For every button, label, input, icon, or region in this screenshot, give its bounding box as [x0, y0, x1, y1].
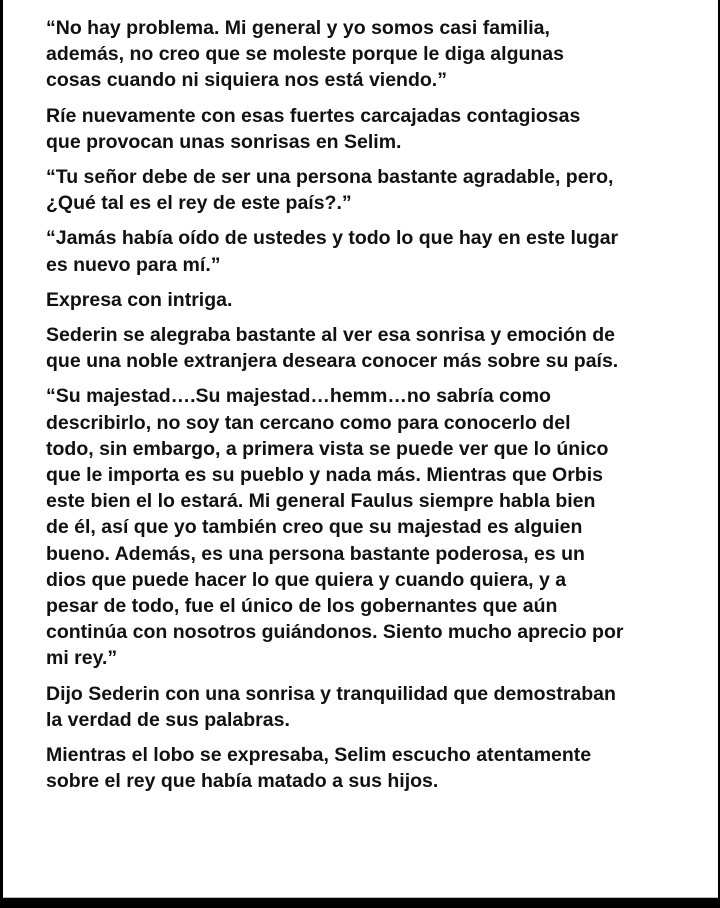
paragraph [46, 742, 706, 794]
paragraph [46, 225, 706, 277]
text-line: sobre el rey que había matado a sus hijos. [46, 770, 439, 793]
text-line: “Su majestad….Su majestad…hemm…no sabría como [46, 385, 551, 408]
paragraph [46, 15, 706, 94]
text-line: de él, así que yo también creo que su majestad es alguien [46, 516, 583, 539]
text-line: todo, sin embargo, a primera vista se puede ver que lo único [46, 437, 609, 460]
text-line: Ríe nuevamente con esas fuertes carcajadas contagiosas [46, 104, 581, 127]
text-line: “No hay problema. Mi general y yo somos casi familia, [46, 17, 550, 39]
text-line: que le importa es su pueblo y nada más. Mientras que Orbis [46, 464, 603, 487]
text-line: dios que puede hacer lo que quiera y cuando quiera, y a [46, 568, 567, 591]
text-line: Mientras el lobo se expresaba, Selim escucho atentamente [46, 744, 592, 767]
document-text [46, 15, 706, 803]
text-line: “Jamás había oído de ustedes y todo lo que hay en este lugar [46, 227, 619, 250]
paragraph [46, 681, 706, 733]
paragraph [46, 287, 706, 313]
text-line: este bien el lo estará. Mi general Faulus siempre habla bien [46, 490, 596, 513]
text-line: que provocan unas sonrisas en Selim. [46, 130, 402, 153]
text-line: “Tu señor debe de ser una persona bastante agradable, pero, [46, 166, 614, 189]
text-line: mi rey.” [46, 647, 118, 670]
document-page [3, 0, 718, 898]
text-line: Sederin se alegraba bastante al ver esa sonrisa y emoción de [46, 324, 616, 347]
text-line: cosas cuando ni siquiera nos está viendo.” [46, 69, 447, 92]
text-line: Dijo Sederin con una sonrisa y tranquilidad que demostraban [46, 682, 616, 705]
text-line: ¿Qué tal es el rey de este país?.” [46, 192, 352, 215]
text-line: Expresa con intriga. [46, 288, 233, 311]
text-line: bueno. Además, es una persona bastante poderosa, es un [46, 542, 585, 565]
text-line: continúa con nosotros guiándonos. Siento mucho aprecio por [46, 621, 624, 644]
paragraph [46, 103, 706, 155]
text-line: es nuevo para mí.” [46, 253, 221, 276]
paragraph [46, 322, 706, 374]
text-line: además, no creo que se moleste porque le diga algunas [46, 43, 564, 66]
paragraph [46, 164, 706, 216]
paragraph [46, 383, 706, 671]
text-line: que una noble extranjera deseara conocer más sobre su país. [46, 350, 619, 373]
text-line: la verdad de sus palabras. [46, 708, 290, 731]
text-line: describirlo, no soy tan cercano como para conocerlo del [46, 411, 571, 434]
text-line: pesar de todo, fue el único de los gobernantes que aún [46, 595, 558, 618]
